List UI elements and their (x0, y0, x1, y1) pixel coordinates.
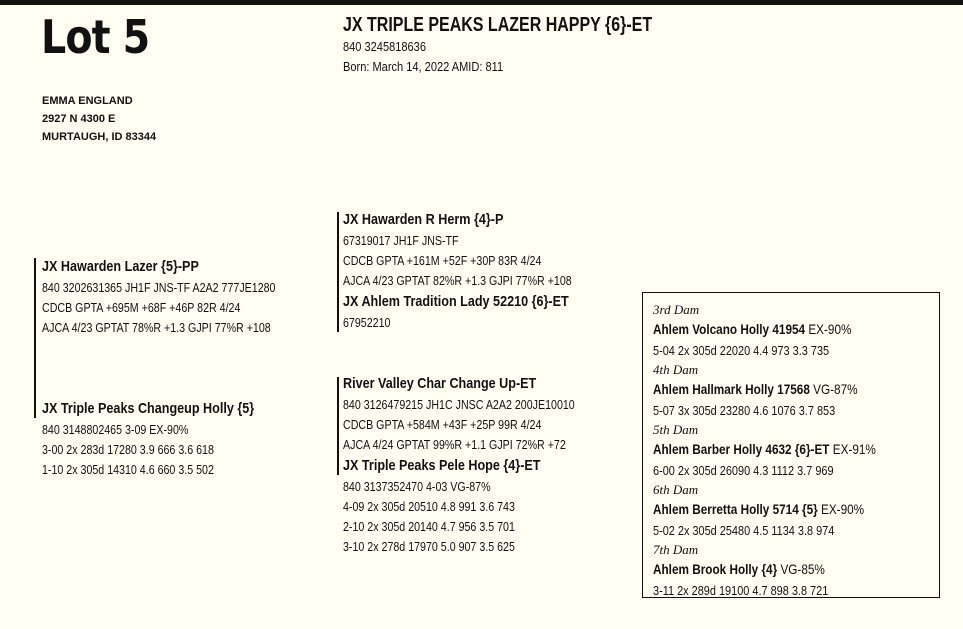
sire-line: 840 3202631365 JH1F JNS-TF A2A2 777JE1280 (42, 280, 276, 295)
dam-generation-label: 3rd Dam (653, 302, 700, 317)
dam-line: 1-10 2x 305d 14310 4.6 660 3.5 502 (42, 462, 214, 477)
animal-registration: 840 3245818636 (343, 39, 426, 54)
dams-dam-line: 2-10 2x 305d 20140 4.7 956 3.5 701 (343, 519, 515, 534)
dam-name: JX Triple Peaks Changeup Holly {5} (42, 400, 255, 417)
dam-entry (653, 541, 939, 601)
dams-dam-name: JX Triple Peaks Pele Hope {4}-ET (343, 457, 541, 474)
dam-line: 3-00 2x 283d 17280 3.9 666 3.6 618 (42, 442, 214, 457)
sire-line: AJCA 4/23 GPTAT 78%R +1.3 GJPI 77%R +108 (42, 320, 271, 335)
sires-dam-block (343, 291, 612, 333)
owner-address: 2927 N 4300 E (42, 113, 116, 125)
owner-city: MURTAUGH, ID 83344 (42, 131, 157, 143)
dam-line: 840 3148802465 3-09 EX-90% (42, 422, 189, 437)
dams-sire-line: 840 3126479215 JH1C JNSC A2A2 200JE10010 (343, 397, 575, 412)
dams-dam-line: 4-09 2x 305d 20510 4.8 991 3.6 743 (343, 499, 515, 514)
sires-sire-line: 67319017 JH1F JNS-TF (343, 233, 459, 248)
dam-side-connector (337, 377, 339, 475)
maternal-dams-box (642, 292, 940, 598)
dams-sire-line: AJCA 4/24 GPTAT 99%R +1.1 GJPI 72%R +72 (343, 437, 566, 452)
dam-entry-name: Ahlem Berretta Holly 5714 {5} EX-90% (653, 501, 865, 517)
dam-entry (653, 421, 939, 481)
dams-dam-block (343, 455, 578, 557)
sire-block (42, 256, 327, 338)
sires-sire-block (343, 209, 622, 291)
sires-sire-line: AJCA 4/23 GPTAT 82%R +1.3 GJPI 77%R +108 (343, 273, 572, 288)
dam-entry (653, 481, 939, 541)
top-border (0, 0, 963, 5)
sires-sire-line: CDCB GPTA +161M +52F +30P 83R 4/24 (343, 253, 542, 268)
animal-born: Born: March 14, 2022 AMID: 811 (343, 59, 504, 74)
animal-name: JX TRIPLE PEAKS LAZER HAPPY {6}-ET (343, 14, 653, 36)
dam-generation-label: 4th Dam (653, 362, 699, 377)
animal-header (343, 14, 729, 77)
sires-dam-line: 67952210 (343, 315, 391, 330)
dam-entry-record: 3-11 2x 289d 19100 4.7 898 3.8 721 (653, 583, 829, 598)
sire-connector (34, 258, 36, 418)
dam-entry-name: Ahlem Volcano Holly 41954 EX-90% (653, 321, 852, 337)
dam-entry-name: Ahlem Barber Holly 4632 {6}-ET EX-91% (653, 441, 876, 457)
dam-entry-record: 6-00 2x 305d 26090 4.3 1112 3.7 969 (653, 463, 834, 478)
sires-sire-name: JX Hawarden R Herm {4}-P (343, 211, 504, 228)
dams-sire-line: CDCB GPTA +584M +43F +25P 99R 4/24 (343, 417, 542, 432)
owner-name: EMMA ENGLAND (42, 95, 133, 107)
dam-entry-name: Ahlem Brook Holly {4} VG-85% (653, 561, 825, 577)
dam-entry-name: Ahlem Hallmark Holly 17568 VG-87% (653, 381, 858, 397)
dam-generation-label: 5th Dam (653, 422, 699, 437)
sire-line: CDCB GPTA +695M +68F +46P 82R 4/24 (42, 300, 241, 315)
sire-name: JX Hawarden Lazer {5}-PP (42, 258, 199, 275)
sires-dam-name: JX Ahlem Tradition Lady 52210 {6}-ET (343, 293, 569, 310)
owner-block (42, 92, 156, 146)
dam-entry (653, 361, 939, 421)
dams-dam-line: 840 3137352470 4-03 VG-87% (343, 479, 491, 494)
sire-side-connector (337, 212, 339, 332)
dam-generation-label: 6th Dam (653, 482, 699, 497)
dam-entry-record: 5-02 2x 305d 25480 4.5 1134 3.8 974 (653, 523, 835, 538)
dam-block (42, 398, 295, 480)
dam-entry-record: 5-04 2x 305d 22020 4.4 973 3.3 735 (653, 343, 830, 358)
dams-sire-name: River Valley Char Change Up-ET (343, 375, 537, 392)
dams-sire-block (343, 373, 626, 455)
lot-number: Lot 5 (41, 10, 150, 64)
dams-dam-line: 3-10 2x 278d 17970 5.0 907 3.5 625 (343, 539, 515, 554)
dam-entry (653, 301, 939, 361)
dam-entry-record: 5-07 3x 305d 23280 4.6 1076 3.7 853 (653, 403, 836, 418)
dam-generation-label: 7th Dam (653, 542, 699, 557)
